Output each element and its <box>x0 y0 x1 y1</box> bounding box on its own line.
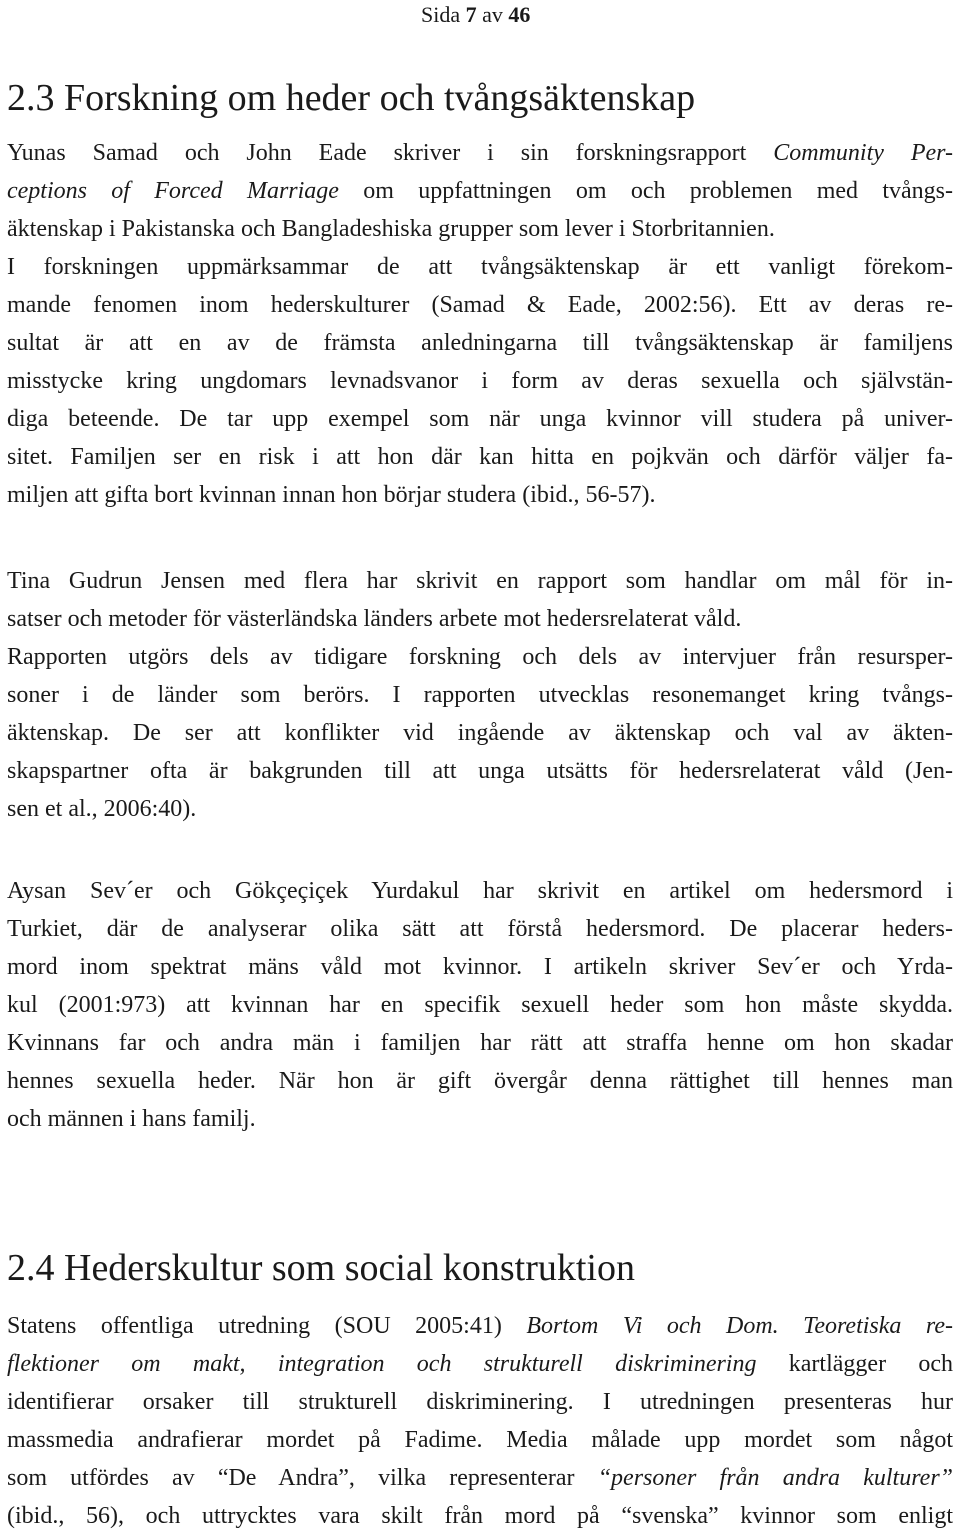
text-line: Turkiet, där de analyserar olika sätt att förstå hedersmord. De placerar heders- <box>7 916 953 942</box>
text-line: soner i de länder som berörs. I rapporten utvecklas resonemanget kring tvångs- <box>7 682 953 708</box>
text-line: flektioner om makt, integration och strukturell diskriminering kartlägger och <box>7 1351 954 1377</box>
section-2-4-heading: 2.4 Hederskultur som social konstruktion <box>7 1247 635 1289</box>
page-number <box>421 1 530 29</box>
page-current: 7 <box>465 2 477 27</box>
text-line: Yunas Samad och John Eade skriver i sin forskningsrapport Community Per- <box>7 140 954 166</box>
text-line: Rapporten utgörs dels av tidigare forskning och dels av intervjuer från resursper- <box>7 644 953 670</box>
text-line: diga beteende. De tar upp exempel som när unga kvinnor vill studera på univer- <box>7 406 953 432</box>
text-line: Kvinnans far och andra män i familjen har rätt att straffa henne om hon skadar <box>7 1030 953 1056</box>
text-line: mord inom spektrat mäns våld mot kvinnor. I artikeln skriver Sev´er och Yrda- <box>7 954 953 980</box>
text-line: miljen att gifta bort kvinnan innan hon börjar studera (ibid., 56-57). <box>7 482 656 508</box>
text-line: hennes sexuella heder. När hon är gift övergår denna rättighet till hennes man <box>7 1068 953 1094</box>
text-line: äktenskap i Pakistanska och Bangladeshiska grupper som lever i Storbritannien. <box>7 216 775 242</box>
page-total: 46 <box>508 2 531 27</box>
section-2-3-heading: 2.3 Forskning om heder och tvångsäktenskap <box>7 77 696 119</box>
text-line: misstycke kring ungdomars levnadsvanor i form av deras sexuella och självstän- <box>7 368 953 394</box>
text-line: Aysan Sev´er och Gökçeçiçek Yurdakul har skrivit en artikel om hedersmord i <box>7 878 953 904</box>
text-line: Statens offentliga utredning (SOU 2005:41) Bortom Vi och Dom. Teoretiska re- <box>7 1313 953 1339</box>
page-sep: av <box>482 2 503 27</box>
text-line: I forskningen uppmärksammar de att tvångsäktenskap är ett vanligt förekom- <box>7 254 953 280</box>
text-line: och männen i hans familj. <box>7 1106 256 1132</box>
text-line: massmedia andrafierar mordet på Fadime. Media målade upp mordet som något <box>7 1427 953 1453</box>
text-line: sitet. Familjen ser en risk i att hon där kan hitta en pojkvän och därför väljer fa- <box>7 444 953 470</box>
text-line: kul (2001:973) att kvinnan har en specifik sexuell heder som hon måste skydda. <box>7 992 953 1018</box>
text-line: mande fenomen inom hederskulturer (Samad & Eade, 2002:56). Ett av deras re- <box>7 292 953 318</box>
text-line: (ibid., 56), och uttrycktes vara skilt från mord på “svenska” kvinnor som enligt <box>7 1503 953 1529</box>
page-prefix: Sida <box>421 2 461 27</box>
text-line: skapspartner ofta är bakgrunden till att unga utsätts för hedersrelaterat våld (Jen- <box>7 758 953 784</box>
section-2-3-paragraph-1 <box>7 134 953 514</box>
section-2-3-paragraph-3 <box>7 872 953 1138</box>
text-line: identifierar orsaker till strukturell diskriminering. I utredningen presenteras hur <box>7 1389 953 1415</box>
section-2-3-paragraph-2 <box>7 562 953 828</box>
text-line: ceptions of Forced Marriage om uppfattningen om och problemen med tvångs- <box>7 178 953 204</box>
text-line: satser och metoder för västerländska länders arbete mot hedersrelaterat våld. <box>7 606 742 632</box>
text-line: äktenskap. De ser att konflikter vid ingående av äktenskap och val av äkten- <box>7 720 953 746</box>
text-line: Tina Gudrun Jensen med flera har skrivit en rapport som handlar om mål för in- <box>7 568 953 594</box>
section-2-4-paragraph-1 <box>7 1307 953 1535</box>
text-line: sen et al., 2006:40). <box>7 796 197 822</box>
text-line: sultat är att en av de främsta anledningarna till tvångsäktenskap är familjens <box>7 330 953 356</box>
text-line: som utfördes av “De Andra”, vilka representerar “personer från andra kulturer” <box>7 1465 953 1491</box>
